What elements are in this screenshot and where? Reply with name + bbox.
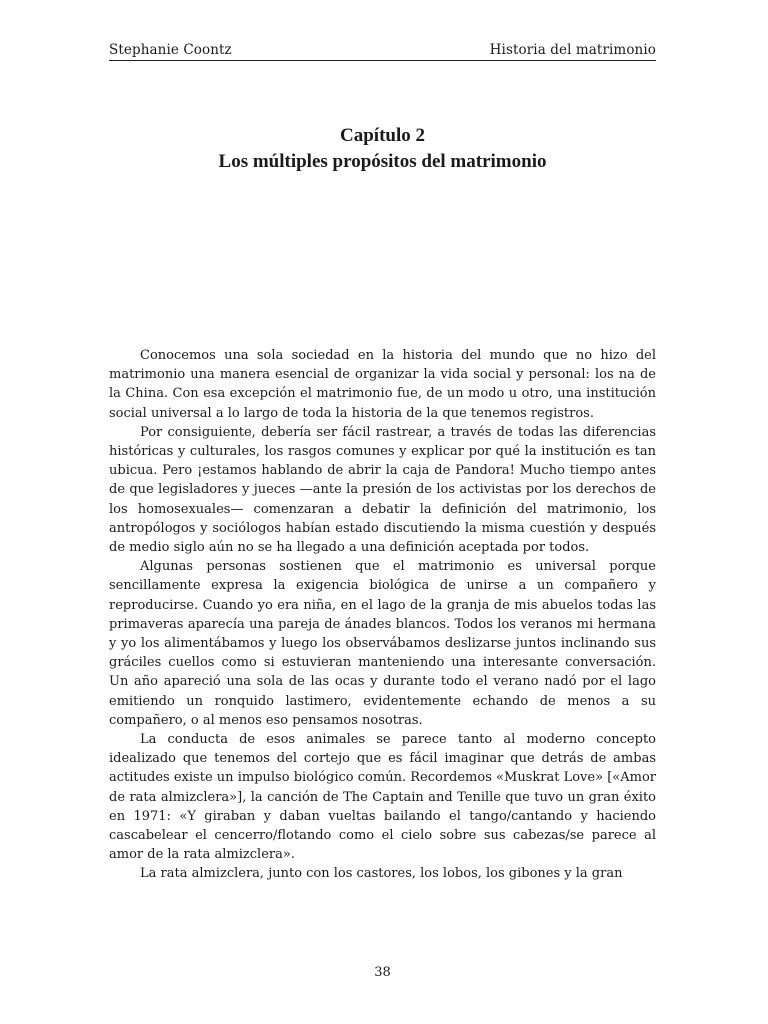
header-book-title: Historia del matrimonio — [489, 42, 656, 58]
paragraph: La rata almizclera, junto con los castores, los lobos, los gibones y la gran — [140, 866, 623, 882]
paragraph: La conducta de esos animales se parece tanto al moderno concepto idealizado que tenemos del cortejo que es fácil imaginar que detrás de ambas actitudes existe un impulso biológico común. Recordemos «Muskrat Love» [«Amor de rata almizclera»], la canción de The Captain and Tenille que tuvo un gran éxito en 1971: «Y giraban y daban vueltas bailando el tango/cantando y haciendo cascabelear el cencerro/flotando como el cielo sobre sus cabezas/se parece al amor de la rata almizclera». — [109, 732, 656, 863]
running-header — [109, 42, 656, 61]
chapter-heading — [109, 123, 656, 175]
body-text — [109, 346, 656, 884]
chapter-number: Capítulo 2 — [340, 125, 425, 146]
chapter-title: Los múltiples propósitos del matrimonio — [218, 151, 547, 172]
page-number: 38 — [374, 965, 391, 980]
header-author: Stephanie Coontz — [109, 42, 232, 58]
paragraph: Algunas personas sostienen que el matrimonio es universal porque sencillamente expresa la exigencia biológica de unirse a un compañero y reproducirse. Cuando yo era niña, en el lago de la granja de mis abuelos todas las primaveras aparecía una pareja de ánades blancos. Todos los veranos mi hermana y yo los alimentábamos y luego los observábamos deslizarse juntos inclinando sus gráciles cuellos como si estuvieran manteniendo una interesante conversación. Un año apareció una sola de las ocas y durante todo el verano nadó por el lago emitiendo un ronquido lastimero, evidentemente echando de menos a su compañero, o al menos eso pensamos nosotras. — [109, 559, 656, 728]
paragraph: Por consiguiente, debería ser fácil rastrear, a través de todas las diferencias históricas y culturales, los rasgos comunes y explicar por qué la institución es tan ubicua. Pero ¡estamos hablando de abrir la caja de Pandora! Mucho tiempo antes de que legisladores y jueces —ante la presión de los activistas por los derechos de los homosexuales— comenzaran a debatir la definición del matrimonio, los antropólogos y sociólogos habían estado discutiendo la misma cuestión y después de medio siglo aún no se ha llegado a una definición aceptada por todos. — [109, 424, 656, 556]
paragraph: Conocemos una sola sociedad en la historia del mundo que no hizo del matrimonio una manera esencial de organizar la vida social y personal: los na de la China. Con esa excepción el matrimonio fue, de un modo u otro, una institución social universal a lo largo de toda la historia de la que tenemos registros. — [109, 348, 656, 421]
